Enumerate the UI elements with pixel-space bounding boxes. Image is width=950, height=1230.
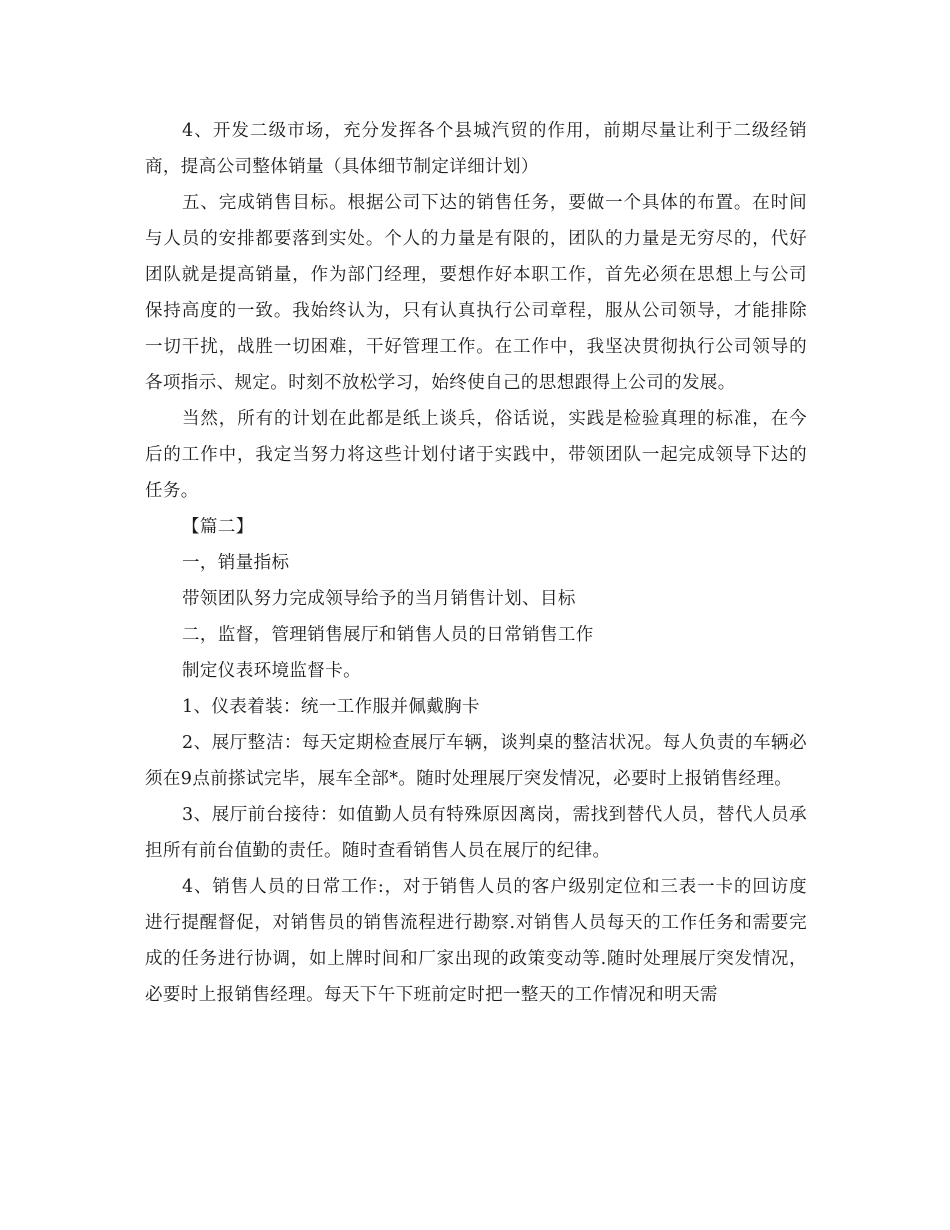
paragraph-showroom-cleanliness: 2、展厅整洁：每天定期检查展厅车辆，谈判桌的整洁状况。每人负责的车辆必须在9点前搽试完毕，展车全部*。随时处理展厅突发情况，必要时上报销售经理。 (145, 733, 807, 789)
paragraph-lead-team: 带领团队努力完成领导给予的当月销售计划、目标 (182, 589, 576, 609)
paragraph-front-desk: 3、展厅前台接待：如值勤人员有特殊原因离岗，需找到替代人员，替代人员承担所有前台值勤的责任。随时查看销售人员在展厅的纪律。 (145, 805, 807, 861)
paragraph-dress-code: 1、仪表着装：统一工作服并佩戴胸卡 (182, 697, 480, 717)
heading-supervise-showroom: 二，监督，管理销售展厅和销售人员的日常销售工作 (182, 625, 594, 645)
paragraph-sales-target: 五、完成销售目标。根据公司下达的销售任务，要做一个具体的布置。在时间与人员的安排都要落到实处。个人的力量是有限的，团队的力量是无穷尽的，代好团队就是提高销量，作为部门经理，要想作好本职工作，首先必须在思想上与公司保持高度的一致。我始终认为，只有认真执行公司章程，服从公司领导，才能排除一切干扰，战胜一切困难，干好管理工作。在工作中，我坚决贯彻执行公司领导的各项指示、规定。时刻不放松学习，始终使自己的思想跟得上公司的发展。 (145, 193, 807, 393)
paragraph-appearance-card: 制定仪表环境监督卡。 (182, 661, 361, 681)
paragraph-develop-secondary-market: 4、开发二级市场，充分发挥各个县城汽贸的作用，前期尽量让利于二级经销商，提高公司整体销量（具体细节制定详细计划） (145, 121, 807, 177)
heading-sales-indicator: 一，销量指标 (182, 553, 290, 573)
paragraph-conclusion: 当然，所有的计划在此都是纸上谈兵，俗话说，实践是检验真理的标准，在今后的工作中，我定当努力将这些计划付诸于实践中，带领团队一起完成领导下达的任务。 (145, 409, 807, 501)
section-heading-part-two: 【篇二】 (182, 517, 254, 537)
paragraph-daily-work: 4、销售人员的日常工作:，对于销售人员的客户级别定位和三表一卡的回访度进行提醒督促，对销售员的销售流程进行勘察.对销售人员每天的工作任务和需要完成的任务进行协调，如上牌时间和厂家出现的政策变动等.随时处理展厅突发情况，必要时上报销售经理。每天下午下班前定时把一整天的工作情况和明天需 (145, 877, 807, 1005)
document-body (145, 113, 807, 1013)
